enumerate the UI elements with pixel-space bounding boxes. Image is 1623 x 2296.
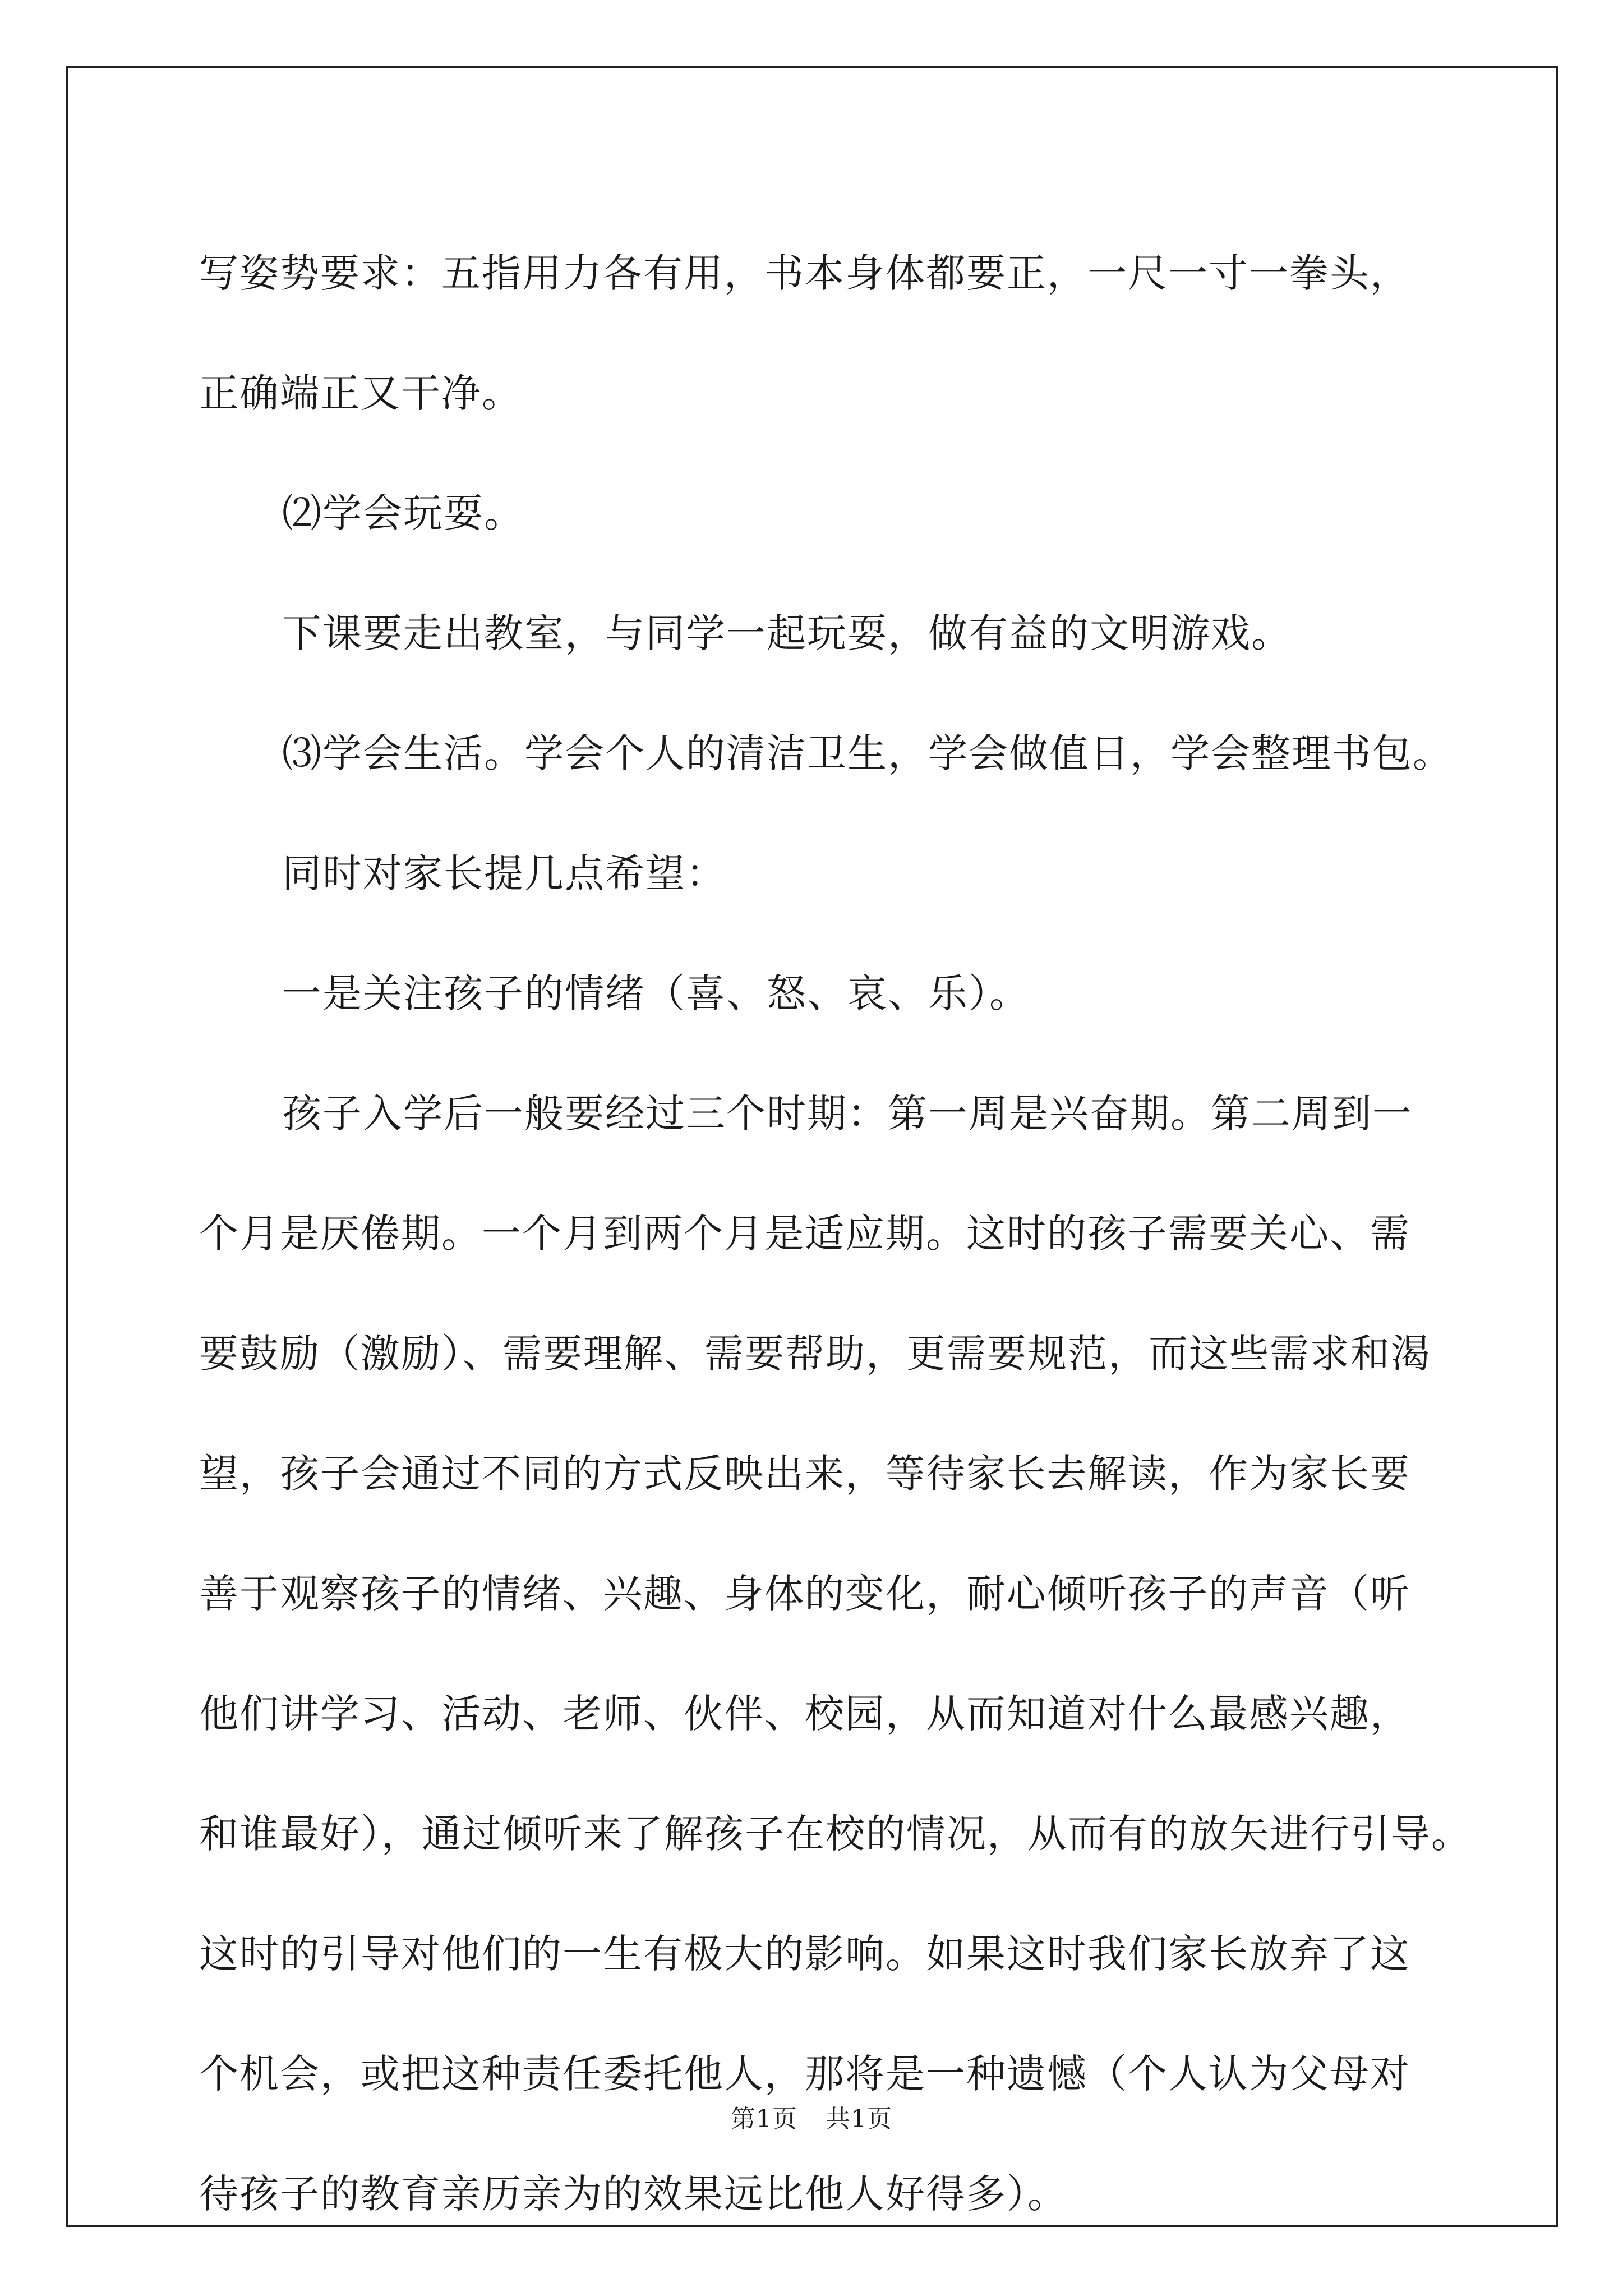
text-line: 正确端正又干净。 bbox=[199, 370, 522, 416]
text-line: 这时的引导对他们的一生有极大的影响。如果这时我们家长放弃了这 bbox=[199, 1931, 1410, 1977]
text-line: 下课要走出教室，与同学一起玩耍，做有益的文明游戏。 bbox=[282, 610, 1292, 656]
text-line: 个机会，或把这种责任委托他人，那将是一种遗憾（个人认为父母对 bbox=[199, 2051, 1410, 2097]
text-line: 善于观察孩子的情绪、兴趣、身体的变化，耐心倾听孩子的声音（听 bbox=[199, 1571, 1410, 1617]
text-line: 他们讲学习、活动、老师、伙伴、校园，从而知道对什么最感兴趣， bbox=[199, 1691, 1410, 1737]
text-line: 个月是厌倦期。一个月到两个月是适应期。这时的孩子需要关心、需 bbox=[199, 1211, 1410, 1257]
text-line: 同时对家长提几点希望： bbox=[282, 850, 726, 896]
text-line: ⑶学会生活。学会个人的清洁卫生，学会做值日，学会整理书包。 bbox=[282, 730, 1453, 776]
text-line: 一是关注孩子的情绪（喜、怒、哀、乐）。 bbox=[282, 970, 1030, 1016]
text-line: 孩子入学后一般要经过三个时期：第一周是兴奋期。第二周到一 bbox=[282, 1091, 1413, 1137]
text-line: 望，孩子会通过不同的方式反映出来，等待家长去解读，作为家长要 bbox=[199, 1451, 1410, 1497]
text-line: 待孩子的教育亲历亲为的效果远比他人好得多）。 bbox=[199, 2171, 1068, 2217]
text-line: 写姿势要求：五指用力各有用，书本身体都要正，一尺一寸一拳头， bbox=[199, 250, 1410, 296]
page-footer bbox=[0, 2102, 1623, 2136]
text-line: 和谁最好），通过倾听来了解孩子在校的情况，从而有的放矢进行引导。 bbox=[199, 1811, 1472, 1857]
page-number-total: 共1页 bbox=[826, 2105, 892, 2133]
page-number-current: 第1页 bbox=[731, 2105, 797, 2133]
text-line: 要鼓励（激励）、需要理解、需要帮助，更需要规范，而这些需求和渴 bbox=[199, 1331, 1431, 1377]
document-body bbox=[199, 213, 1472, 2254]
text-line: ⑵学会玩耍。 bbox=[282, 490, 524, 536]
